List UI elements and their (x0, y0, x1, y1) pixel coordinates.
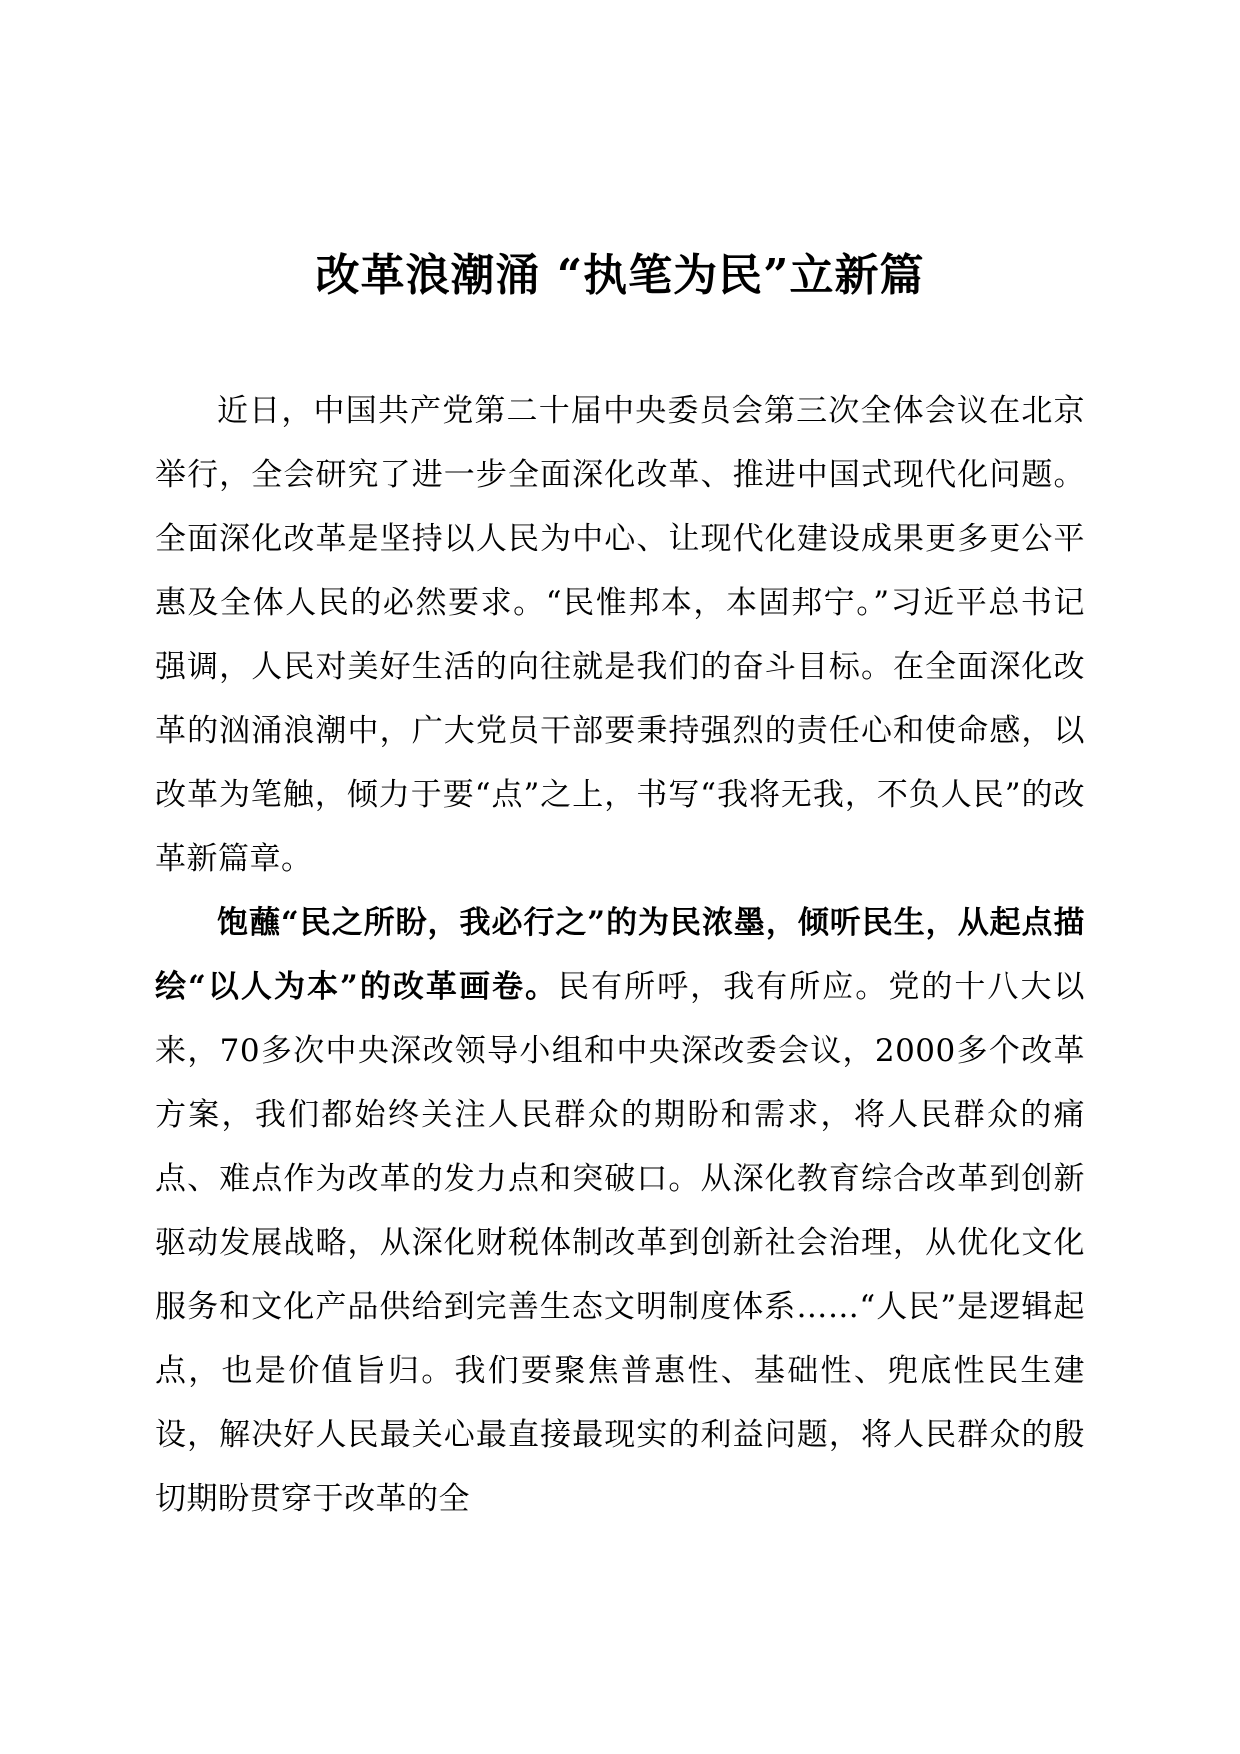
paragraph-2-lead-sentence: 饱蘸“民之所盼，我必行之”的为民浓墨，倾听民生，从起点描绘“以人为本”的改革画卷。 (155, 905, 1085, 1005)
document-title: 改革浪潮涌 “执笔为民”立新篇 (315, 250, 925, 301)
paragraph-1 (155, 379, 1085, 891)
paragraph-1-text: 近日，中国共产党第二十届中央委员会第三次全体会议在北京举行，全会研究了进一步全面深化改革、推进中国式现代化问题。全面深化改革是坚持以人民为中心、让现代化建设成果更多更公平惠及全体人民的必然要求。“民惟邦本，本固邦宁。”习近平总书记强调，人民对美好生活的向往就是我们的奋斗目标。在全面深化改革的汹涌浪潮中，广大党员干部要秉持强烈的责任心和使命感，以改革为笔触，倾力于要“点”之上，书写“我将无我，不负人民”的改革新篇章。 (155, 393, 1085, 877)
paragraph-2-text: 民有所呼，我有所应。党的十八大以来，70多次中央深改领导小组和中央深改委会议，2000多个改革方案，我们都始终关注人民群众的期盼和需求，将人民群众的痛点、难点作为改革的发力点和突破口。从深化教育综合改革到创新驱动发展战略，从深化财税体制改革到创新社会治理，从优化文化服务和文化产品供给到完善生态文明制度体系……“人民”是逻辑起点，也是价值旨归。我们要聚焦普惠性、基础性、兜底性民生建设，解决好人民最关心最直接最现实的利益问题，将人民群众的殷切期盼贯穿于改革的全 (155, 969, 1085, 1517)
paragraph-2 (155, 891, 1085, 1531)
document-body (155, 379, 1085, 1531)
